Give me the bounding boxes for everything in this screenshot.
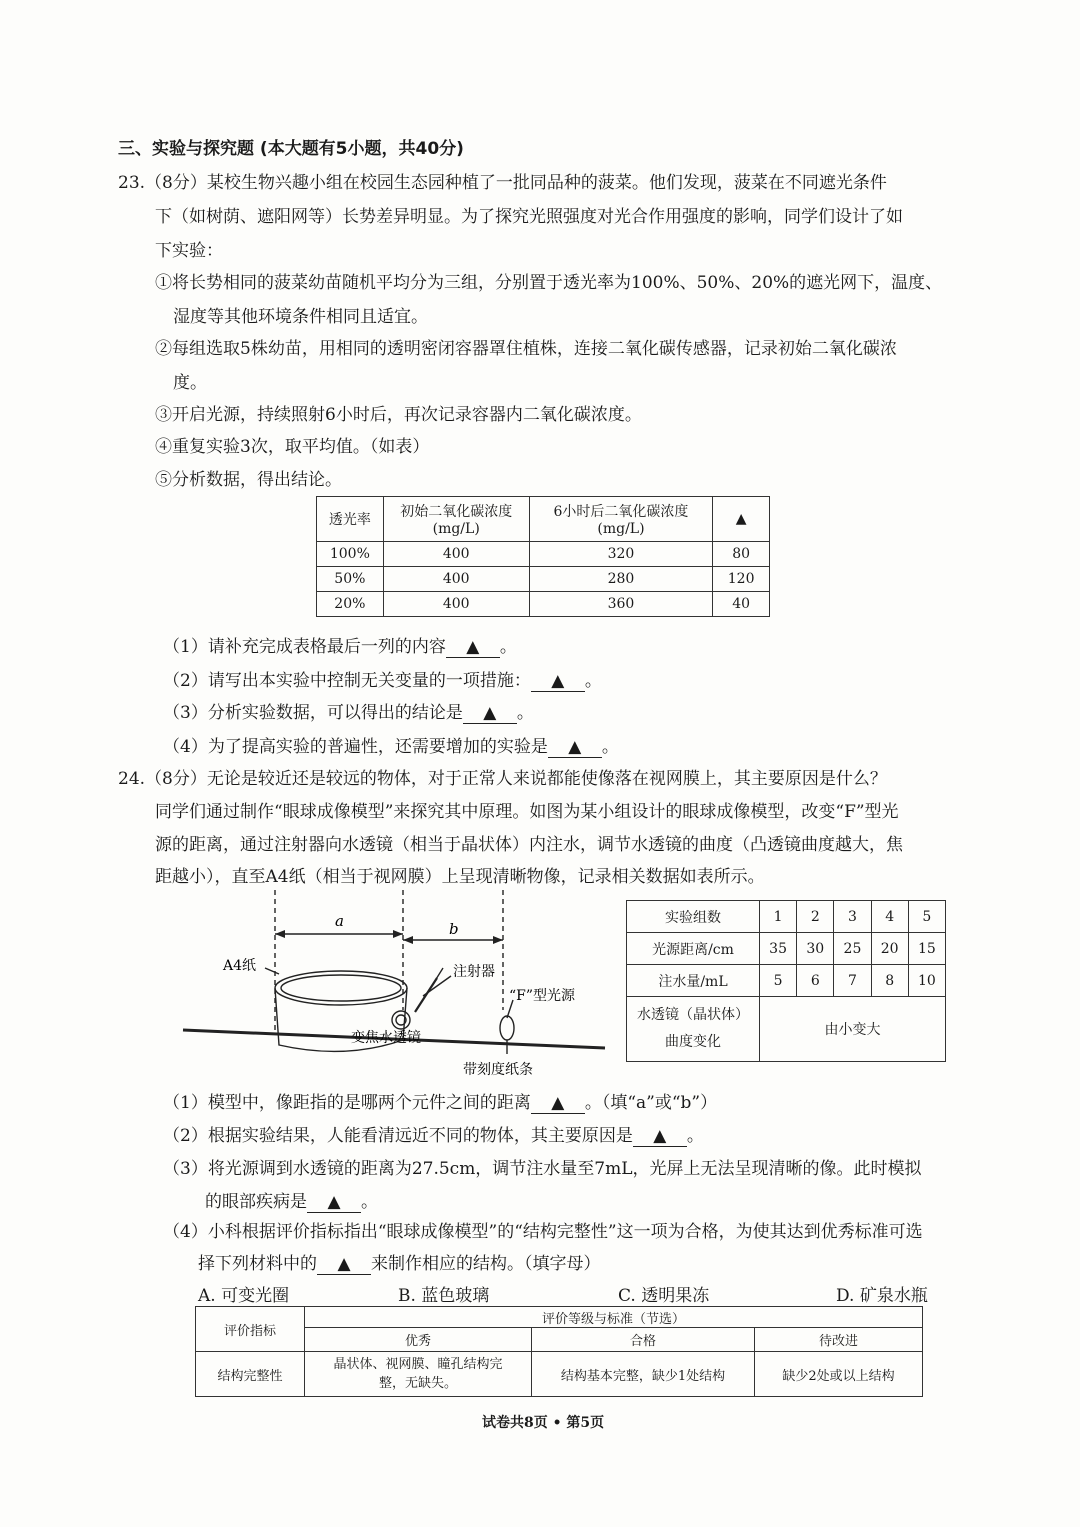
option-b[interactable]: B. 蓝色玻璃	[398, 1286, 490, 1306]
answer-blank[interactable]: ▲	[446, 638, 500, 658]
option-a[interactable]: A. 可变光圈	[198, 1286, 290, 1306]
q23-step-2-cont: 度。	[173, 373, 207, 393]
header-excellent: 优秀	[305, 1328, 532, 1352]
q23-sub-1: （1）请补充完成表格最后一列的内容 ▲ 。	[163, 637, 517, 657]
q24-sub-3-line-1: （3）将光源调到水透镜的距离为27.5cm，调节注水量至7mL，光屏上无法呈现清晰的像。此时模拟	[163, 1159, 922, 1179]
table-row: 水透镜（晶状体） 曲度变化 由小变大	[627, 997, 946, 1062]
header-improve: 待改进	[755, 1328, 923, 1352]
eye-model-figure	[175, 890, 615, 1085]
q23-step-5: ⑤分析数据，得出结论。	[155, 470, 342, 490]
table-row: 实验组数 1 2 3 4 5	[627, 901, 946, 933]
answer-blank[interactable]: ▲	[307, 1193, 361, 1213]
answer-blank[interactable]: ▲	[317, 1255, 371, 1275]
q23-step-1-cont: 湿度等其他环境条件相同且适宜。	[173, 307, 428, 327]
section-title: 三、实验与探究题 (本大题有5小题，共40分)	[118, 139, 464, 159]
q24-sub-2: （2）根据实验结果，人能看清远近不同的物体，其主要原因是 ▲ 。	[163, 1126, 704, 1146]
table-row: 50% 400 280 120	[317, 567, 770, 592]
answer-blank[interactable]: ▲	[548, 738, 602, 758]
q23-step-1: ①将长势相同的菠菜幼苗随机平均分为三组，分别置于透光率为100%、50%、20%的遮光网下，温度、	[155, 273, 943, 293]
q24-sub-3-line-2: 的眼部疾病是 ▲ 。	[205, 1192, 378, 1212]
q23-intro-line-3: 下实验：	[155, 241, 223, 261]
q23-intro-line-2: 下（如树荫、遮阳网等）长势差异明显。为了探究光照强度对光合作用强度的影响，同学们设计了如	[155, 207, 903, 227]
q23-step-2: ②每组选取5株幼苗，用相同的透明密闭容器罩住植株，连接二氧化碳传感器，记录初始二氧化碳浓	[155, 339, 897, 359]
q23-sub-3: （3）分析实验数据，可以得出的结论是 ▲ 。	[163, 703, 534, 723]
table-row: 注水量/mL 5 6 7 8 10	[627, 965, 946, 997]
label-syringe: 注射器	[453, 964, 495, 980]
label-a: a	[335, 912, 344, 930]
q24-sub-1: （1）模型中，像距指的是哪两个元件之间的距离 ▲ 。（填“a”或“b”）	[163, 1093, 718, 1113]
answer-blank[interactable]: ▲	[463, 704, 517, 724]
table-row: 20% 400 360 40	[317, 592, 770, 617]
q24-intro-line-2: 同学们通过制作“眼球成像模型”来探究其中原理。如图为某小组设计的眼球成像模型，改变“F”型光	[155, 802, 899, 822]
label-b: b	[449, 920, 459, 938]
q23-sub-4: （4）为了提高实验的普遍性，还需要增加的实验是 ▲ 。	[163, 737, 619, 757]
q24-sub-4-line-1: （4）小科根据评价指标指出“眼球成像模型”的“结构完整性”这一项为合格，为使其达到优秀标准可选	[163, 1222, 923, 1242]
q23-data-table	[316, 496, 770, 617]
header-6h-co2: 6小时后二氧化碳浓度 (mg/L)	[529, 497, 713, 542]
answer-blank[interactable]: ▲	[633, 1127, 687, 1147]
header-blank-column: ▲	[713, 497, 770, 542]
q23-sub-2: （2）请写出本实验中控制无关变量的一项措施： ▲ 。	[163, 671, 602, 691]
header-grade-group: 评价等级与标准（节选）	[305, 1307, 923, 1328]
q23-step-3: ③开启光源，持续照射6小时后，再次记录容器内二氧化碳浓度。	[155, 405, 642, 425]
header-transmittance: 透光率	[317, 497, 384, 542]
answer-blank[interactable]: ▲	[531, 672, 585, 692]
table-row: 100% 400 320 80	[317, 542, 770, 567]
label-scale-strip: 带刻度纸条	[463, 1062, 533, 1078]
q23-step-4: ④重复实验3次，取平均值。（如表）	[155, 437, 430, 457]
q23-intro-line-1: 23.（8分）某校生物兴趣小组在校园生态园种植了一批同品种的菠菜。他们发现，菠菜在不同遮光条件	[118, 173, 887, 193]
table-row: 结构完整性 晶状体、视网膜、瞳孔结构完 整，无缺失。 结构基本完整，缺少1处结构 缺少2处或以上结构	[196, 1352, 923, 1397]
label-f-light: “F”型光源	[509, 988, 576, 1004]
q24-data-table	[626, 900, 946, 1062]
option-c[interactable]: C. 透明果冻	[618, 1286, 710, 1306]
header-initial-co2: 初始二氧化碳浓度 (mg/L)	[383, 497, 529, 542]
table-row: 光源距离/cm 35 30 25 20 15	[627, 933, 946, 965]
q24-intro-line-3: 源的距离，通过注射器向水透镜（相当于晶状体）内注水，调节水透镜的曲度（凸透镜曲度越大，焦	[155, 835, 903, 855]
f-light-source	[500, 1016, 514, 1040]
eye-model-rim	[275, 971, 407, 1005]
header-pass: 合格	[532, 1328, 755, 1352]
answer-blank[interactable]: ▲	[531, 1094, 585, 1114]
q24-intro-line-4: 距越小），直至A4纸（相当于视网膜）上呈现清晰物像，记录相关数据如表所示。	[155, 867, 765, 887]
q24-intro-line-1: 24.（8分）无论是较近还是较远的物体，对于正常人来说都能使像落在视网膜上，其主要原因是什么？	[118, 769, 887, 789]
option-d[interactable]: D. 矿泉水瓶	[836, 1286, 928, 1306]
header-indicator: 评价指标	[196, 1307, 305, 1352]
page-footer: 试卷共8页 • 第5页	[482, 1415, 605, 1431]
label-a4-paper: A4纸	[223, 958, 257, 974]
evaluation-table	[195, 1306, 923, 1397]
q24-sub-4-line-2: 择下列材料中的 ▲ 来制作相应的结构。（填字母）	[198, 1254, 601, 1274]
water-lens	[392, 1011, 410, 1029]
label-water-lens: 变焦水透镜	[351, 1030, 421, 1046]
